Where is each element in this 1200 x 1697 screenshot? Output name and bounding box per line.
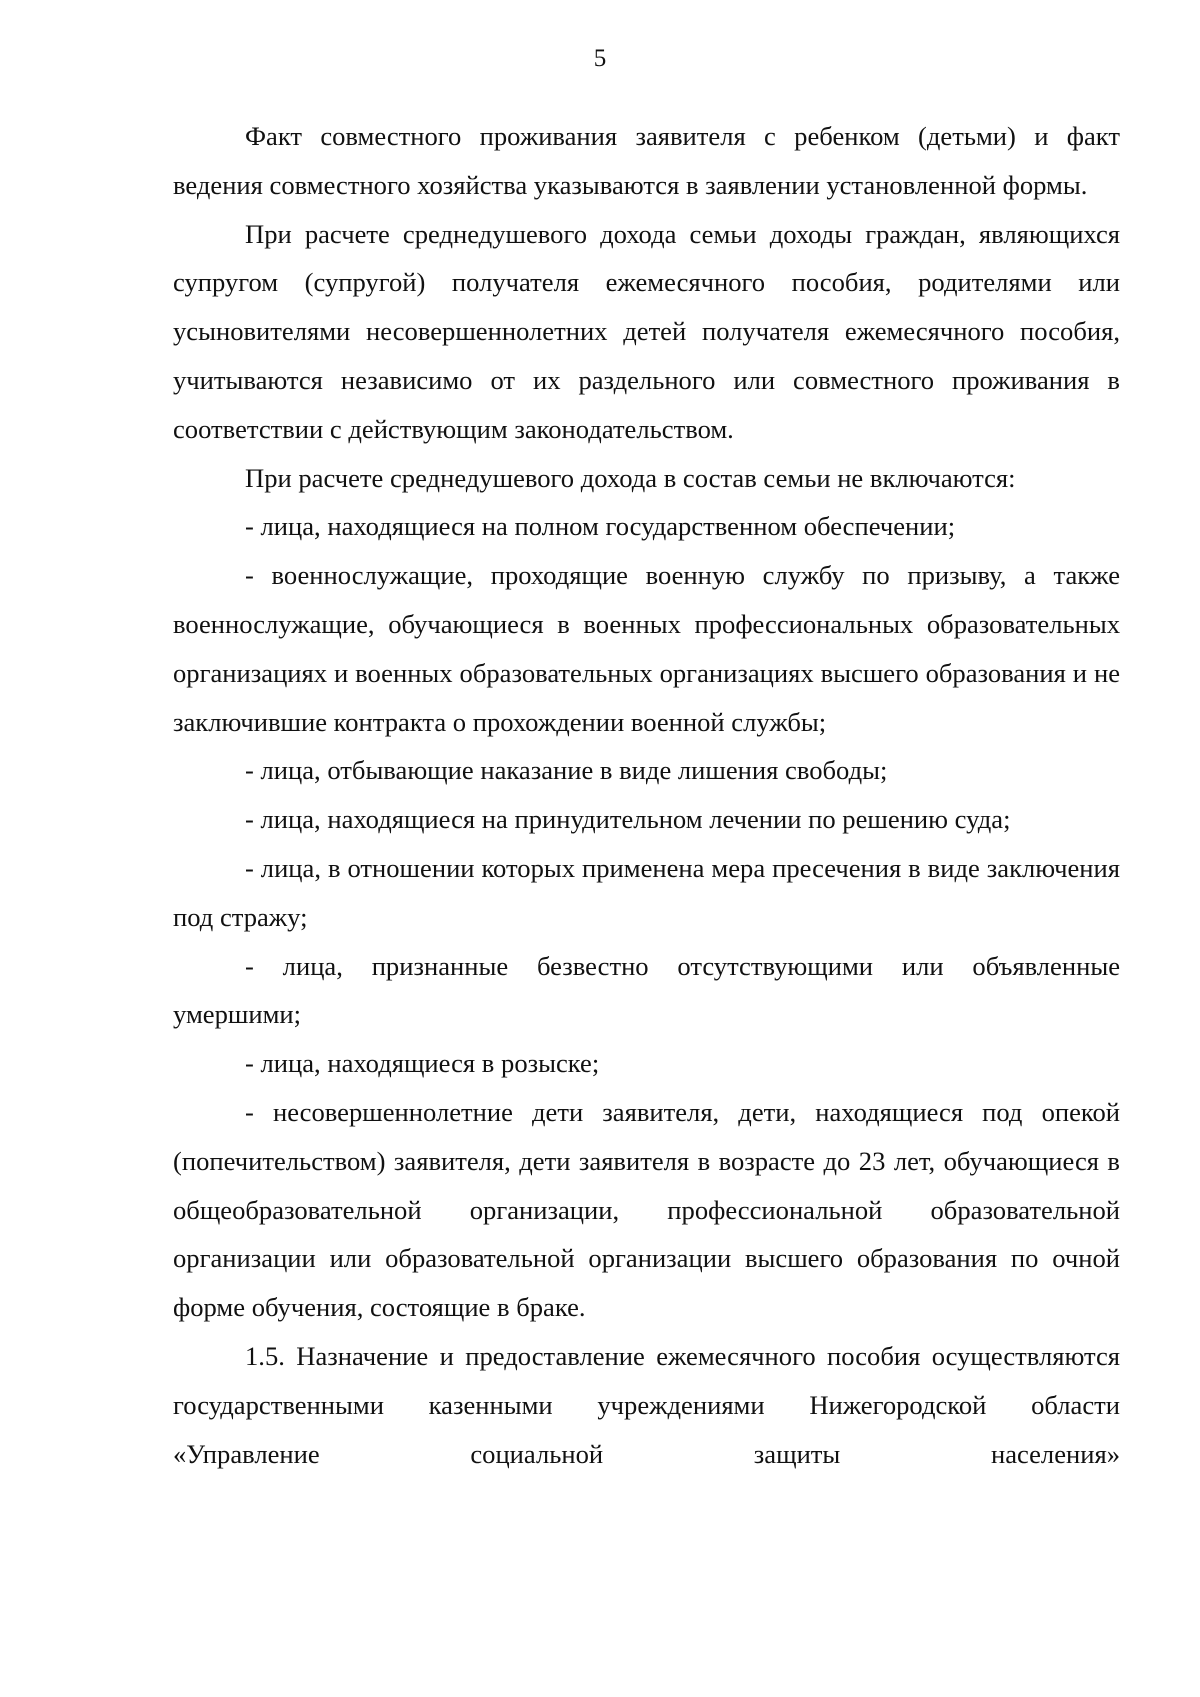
page-number: 5: [593, 45, 607, 72]
document-body: [173, 112, 1120, 1478]
paragraph-income-calculation: При расчете среднедушевого дохода семьи доходы граждан, являющихся супругом (супругой) получателя ежемесячного пособия, родителями или усыновителями несовершеннолетних детей получателя ежемесячного пособия, учитываются независимо от их раздельного или совместного проживания в соответствии с действующим законодательством.: [173, 218, 1120, 444]
list-item-missing-or-deceased: - лица, признанные безвестно отсутствующими или объявленные умершими;: [173, 950, 1120, 1030]
list-item-married-children: - несовершеннолетние дети заявителя, дети, находящиеся под опекой (попечительством) заявителя, дети заявителя в возрасте до 23 лет, обучающиеся в общеобразовательной организации, профессиональной образовательной организации или образовательной организации высшего образования по очной форме обучения, состоящие в браке.: [173, 1096, 1120, 1323]
paragraph-cohabitation-fact: Факт совместного проживания заявителя с ребенком (детьми) и факт ведения совместного хозяйства указываются в заявлении установленной формы.: [173, 121, 1120, 200]
list-item-custody: - лица, в отношении которых применена мера пресечения в виде заключения под стражу;: [173, 852, 1120, 932]
list-item-state-provision: - лица, находящиеся на полном государственном обеспечении;: [245, 511, 956, 542]
list-item-military-service: - военнослужащие, проходящие военную службу по призыву, а также военнослужащие, обучающиеся в военных профессиональных образовательных организациях и военных образовательных организациях высшего образования и не заключившие контракта о прохождении военной службы;: [173, 560, 1120, 737]
paragraph-section-1-5: 1.5. Назначение и предоставление ежемесячного пособия осуществляются государственными казенными учреждениями Нижегородской области «Управление социальной защиты населения»: [173, 1340, 1120, 1469]
list-item-compulsory-treatment: - лица, находящиеся на принудительном лечении по решению суда;: [245, 804, 1011, 835]
list-item-wanted: - лица, находящиеся в розыске;: [245, 1048, 600, 1079]
paragraph-family-exclusions-intro: При расчете среднедушевого дохода в состав семьи не включаются:: [245, 462, 1016, 493]
list-item-imprisonment: - лица, отбывающие наказание в виде лишения свободы;: [245, 755, 888, 786]
